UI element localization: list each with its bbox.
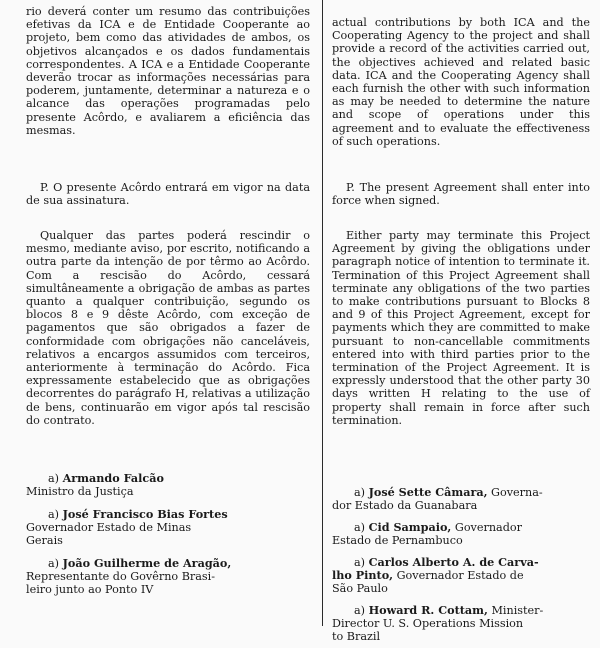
signatory-title: Ministro da Justiça (26, 485, 134, 499)
signatory-title: São Paulo (332, 582, 388, 596)
signatory-title: Representante do Govêrno Brasi- (26, 570, 216, 584)
pt-paragraph-entry-into-force: P. O presente Acôrdo entrará em vigor na data de sua assinatura. (26, 181, 310, 208)
signatory-name: Howard R. Cottam, (368, 603, 488, 617)
pt-paragraph-termination: Qualquer das partes poderá rescindir o mesmo, mediante aviso, por escrito, notificando a outra parte da intenção de por têrmo ao Acôrdo. Com a rescisão do Acôrdo, cessará simultâneamente a obrigação de ambas as partes quanto a qualquer contribuição, segundo os blocos 8 e 9 dêste Acôrdo, com exceção de pagamentos que são obrigados a fazer de conformidade com obrigações não canceláveis, relativos a encargos assumidos com terceiros, anteriormente à terminação do Acôrdo. Fica expressamente estabelecido que as obrigações decorrentes do parágrafo H, relativas a utilização de bens, continuarão em vigor após tal rescisão do contrato. (26, 229, 310, 427)
en-paragraph-termination: Either party may terminate this Project Agreement by giving the obligations under paragraph notice of intention to terminate it. Termination of this Project Agreement shall terminate any obligations of the two parties to make contributions pursuant to Blocks 8 and 9 of this Project Agreement, except for payments which they are committed to make pursuant to non-cancellable commitments entered into with third parties prior to the termination of the Project Agreement. It is expressly understood that the other party 30 days written H relating to the use of property shall remain in force after such termination. (332, 229, 590, 427)
en-signature-3 (332, 556, 590, 596)
signatory-title-cont: leiro junto ao Ponto IV (26, 583, 154, 597)
signatory-name: Carlos Alberto A. de Carva- (368, 555, 539, 569)
signature-prefix: a) (48, 472, 60, 485)
en-paragraph-entry-into-force: P. The present Agreement shall enter into force when signed. (332, 181, 590, 208)
signatory-title: Director U. S. Operations Mission (332, 617, 524, 631)
pt-signature-3 (26, 557, 310, 597)
signature-prefix: a) (48, 508, 60, 521)
signatory-name: Armando Falcão (62, 471, 164, 485)
en-signature-1 (332, 486, 590, 512)
pt-signature-2 (26, 508, 310, 548)
signatory-title-start: Governador Estado de (393, 569, 524, 583)
signatory-name-cont: lho Pinto, (332, 568, 394, 583)
signature-prefix: a) (354, 556, 366, 569)
signature-prefix: a) (354, 521, 366, 534)
signatory-title-start: Minister- (487, 604, 544, 617)
en-signature-2 (332, 521, 590, 547)
signatory-name: José Francisco Bias Fortes (62, 507, 228, 521)
signatory-name: João Guilherme de Aragão, (62, 556, 232, 570)
signatory-name: José Sette Câmara, (368, 485, 488, 499)
signature-prefix: a) (354, 486, 366, 499)
signatory-name: Cid Sampaio, (368, 520, 452, 534)
signature-prefix: a) (48, 557, 60, 570)
pt-signature-1 (26, 472, 310, 498)
signature-prefix: a) (354, 604, 366, 617)
signatory-title-cont: Gerais (26, 534, 63, 548)
pt-paragraph-report: rio deverá conter um resumo das contribuições efetivas da ICA e de Entidade Cooperante ao projeto, bem como das atividades de ambos, os objetivos alcançados e os dados fundamentais correspondentes. A ICA e a Entidade Cooperante deverão trocar as informações necessárias para poderem, juntamente, determinar a natureza e o alcance das operações programadas pelo presente Acôrdo, e avaliarem a eficiência das mesmas. (26, 5, 310, 137)
signatory-title: Governador Estado de Minas (26, 521, 192, 535)
signatory-title: Estado de Pernambuco (332, 534, 463, 548)
signatory-title-cont: to Brazil (332, 630, 381, 644)
column-divider (322, 0, 323, 626)
signatory-title-start: Governador (451, 521, 522, 534)
signatory-title-start: Governa- (487, 486, 543, 499)
en-paragraph-report: actual contributions by both ICA and the Cooperating Agency to the project and shall provide a record of the activities carried out, the objectives achieved and related basic data. ICA and the Cooperating Agency shall each furnish the other with such information as may be needed to determine the nature and scope of operations under this agreement and to evaluate the effectiveness of such operations. (332, 16, 590, 148)
signatory-title: dor Estado da Guanabara (332, 499, 478, 513)
en-signature-4 (332, 604, 590, 644)
